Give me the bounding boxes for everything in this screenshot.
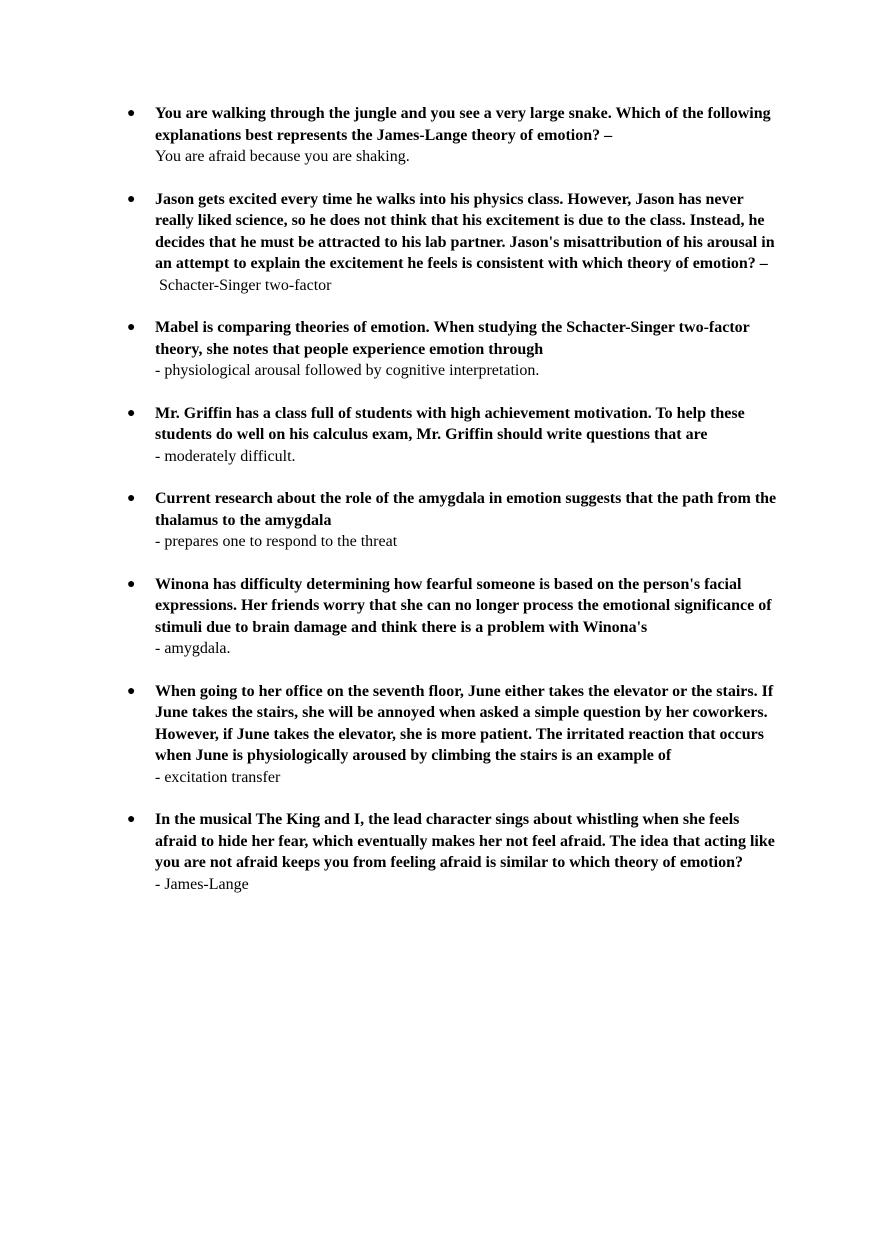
question-text: In the musical The King and I, the lead character sings about whistling when she feels afraid to hide her fear, which eventually makes her not feel afraid. The idea that acting like you are not afraid keeps you from feeling afraid is similar to which theory of emotion? — [155, 811, 775, 871]
bullet-icon: ● — [127, 812, 136, 827]
list-item — [0, 189, 780, 297]
bullet-icon: ● — [127, 683, 136, 699]
list-item — [0, 403, 780, 468]
answer-text: You are afraid because you are shaking. — [155, 148, 410, 165]
answer-text: - physiological arousal followed by cognitive interpretation. — [155, 362, 540, 379]
answer-text: - amygdala. — [155, 640, 231, 657]
answer-text: - James-Lange — [155, 875, 249, 893]
question-text: Mabel is comparing theories of emotion. When studying the Schacter-Singer two-factor theory, she notes that people experience emotion through — [155, 319, 750, 358]
list-item — [0, 681, 780, 789]
bullet-icon: ● — [127, 320, 136, 335]
bullet-icon: ● — [127, 191, 136, 207]
question-text: Jason gets excited every time he walks into his physics class. However, Jason has never really liked science, so he does not think that his excitement is due to the class. Instead, he decides that he must be attracted to his lab partner. Jason's misattribution of his arousal in an attempt to explain the excitement he feels is consistent with which theory of emotion? – — [155, 190, 775, 272]
question-text: Winona has difficulty determining how fearful someone is based on the person's facial expressions. Her friends worry that she can no longer process the emotional significance of stimuli due to brain damage and think there is a problem with Winona's — [155, 575, 772, 636]
question-text: Current research about the role of the amygdala in emotion suggests that the path from the thalamus to the amygdala — [155, 490, 777, 529]
bullet-icon: ● — [127, 491, 136, 506]
question-text: Mr. Griffin has a class full of students with high achievement motivation. To help these students do well on his calculus exam, Mr. Griffin should write questions that are — [155, 404, 745, 443]
answer-text: - moderately difficult. — [155, 447, 296, 465]
list-item — [0, 317, 780, 382]
question-answer-list — [0, 103, 880, 916]
bullet-icon: ● — [127, 405, 136, 421]
bullet-icon: ● — [127, 106, 136, 121]
bullet-icon: ● — [127, 576, 136, 592]
list-item — [0, 488, 780, 553]
question-text: You are walking through the jungle and you see a very large snake. Which of the following explanations best represents the James-Lange theory of emotion? – — [155, 105, 771, 144]
answer-text: Schacter-Singer two-factor — [155, 276, 332, 294]
list-item — [0, 103, 780, 168]
answer-text: - excitation transfer — [155, 768, 281, 786]
list-item — [0, 574, 780, 660]
list-item — [0, 809, 780, 895]
question-text: When going to her office on the seventh floor, June either takes the elevator or the stairs. If June takes the stairs, she will be annoyed when asked a simple question by her coworkers. However, if June takes the elevator, she is more patient. The irritated reaction that occurs when June is physiologically aroused by climbing the stairs is an example of — [155, 682, 774, 764]
answer-text: - prepares one to respond to the threat — [155, 533, 398, 550]
